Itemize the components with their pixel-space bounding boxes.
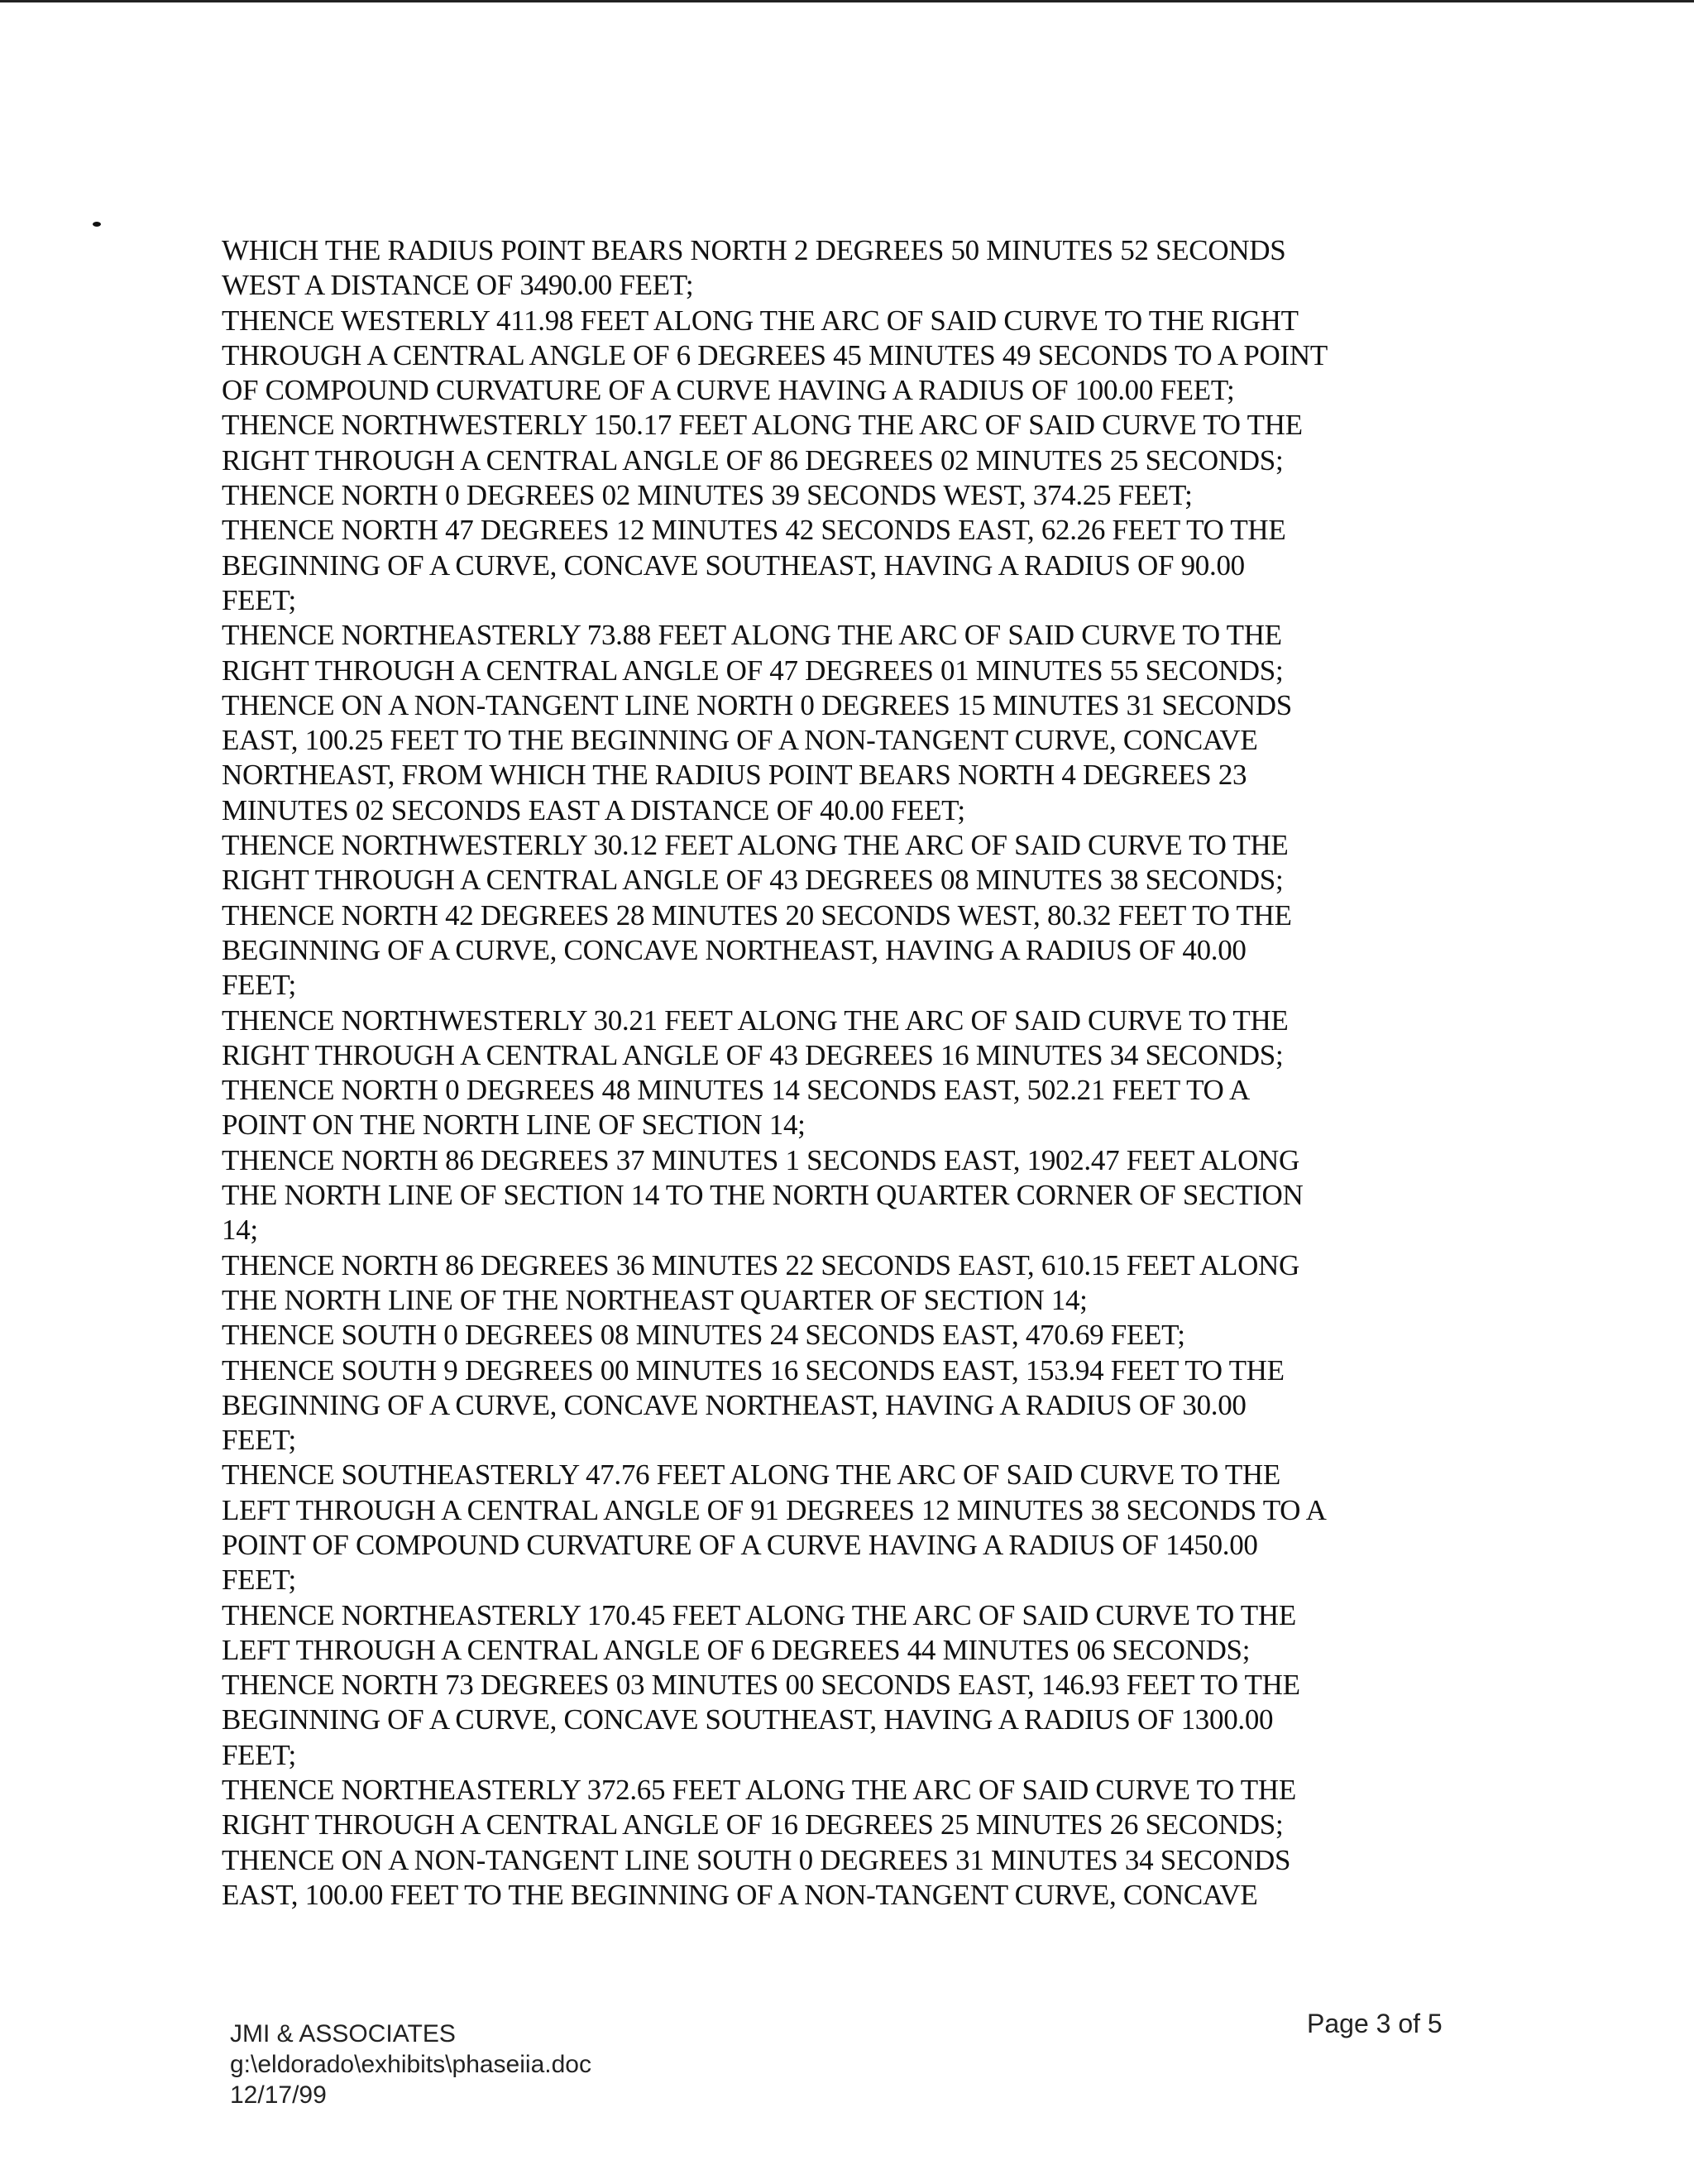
text-line: BEGINNING OF A CURVE, CONCAVE SOUTHEAST, HAVING A RADIUS OF 1300.00	[222, 1703, 1274, 1736]
text-line: BEGINNING OF A CURVE, CONCAVE SOUTHEAST, HAVING A RADIUS OF 90.00	[222, 548, 1245, 582]
text-line: THENCE NORTHWESTERLY 150.17 FEET ALONG THE ARC OF SAID CURVE TO THE	[222, 409, 1303, 442]
text-line: THENCE NORTH 73 DEGREES 03 MINUTES 00 SECONDS EAST, 146.93 FEET TO THE	[222, 1669, 1300, 1702]
text-line: THENCE NORTH 0 DEGREES 02 MINUTES 39 SECONDS WEST, 374.25 FEET;	[222, 479, 1193, 512]
text-line: LEFT THROUGH A CENTRAL ANGLE OF 6 DEGREES 44 MINUTES 06 SECONDS;	[222, 1633, 1251, 1666]
text-line: THENCE NORTHEASTERLY 73.88 FEET ALONG THE ARC OF SAID CURVE TO THE	[222, 619, 1282, 652]
text-line: RIGHT THROUGH A CENTRAL ANGLE OF 43 DEGREES 08 MINUTES 38 SECONDS;	[222, 864, 1284, 897]
text-line: RIGHT THROUGH A CENTRAL ANGLE OF 86 DEGREES 02 MINUTES 25 SECONDS;	[222, 443, 1284, 477]
text-line: RIGHT THROUGH A CENTRAL ANGLE OF 43 DEGREES 16 MINUTES 34 SECONDS;	[222, 1038, 1284, 1071]
scan-top-edge	[0, 0, 1694, 2]
text-line: EAST, 100.25 FEET TO THE BEGINNING OF A NON-TANGENT CURVE, CONCAVE	[222, 724, 1258, 757]
text-line: THENCE NORTH 42 DEGREES 28 MINUTES 20 SECONDS WEST, 80.32 FEET TO THE	[222, 898, 1292, 932]
text-line: FEET;	[222, 1738, 296, 1771]
text-line: THENCE SOUTHEASTERLY 47.76 FEET ALONG THE ARC OF SAID CURVE TO THE	[222, 1458, 1280, 1492]
text-line: THE NORTH LINE OF THE NORTHEAST QUARTER OF SECTION 14;	[222, 1283, 1088, 1316]
text-line: THENCE SOUTH 9 DEGREES 00 MINUTES 16 SECONDS EAST, 153.94 FEET TO THE	[222, 1353, 1285, 1387]
text-line: WHICH THE RADIUS POINT BEARS NORTH 2 DEGREES 50 MINUTES 52 SECONDS	[222, 234, 1286, 266]
text-line: MINUTES 02 SECONDS EAST A DISTANCE OF 40.00 FEET;	[222, 793, 965, 826]
text-line: THENCE NORTH 0 DEGREES 48 MINUTES 14 SECONDS EAST, 502.21 FEET TO A	[222, 1074, 1251, 1107]
text-line: LEFT THROUGH A CENTRAL ANGLE OF 91 DEGREES 12 MINUTES 38 SECONDS TO A	[222, 1493, 1327, 1526]
text-line: FEET;	[222, 1564, 296, 1597]
text-line: THENCE NORTHWESTERLY 30.21 FEET ALONG THE ARC OF SAID CURVE TO THE	[222, 1003, 1289, 1037]
text-line: RIGHT THROUGH A CENTRAL ANGLE OF 47 DEGREES 01 MINUTES 55 SECONDS;	[222, 654, 1284, 687]
text-line: 14;	[222, 1214, 258, 1247]
text-line: THE NORTH LINE OF SECTION 14 TO THE NORTH QUARTER CORNER OF SECTION	[222, 1179, 1304, 1212]
page-number: Page 3 of 5	[1307, 2009, 1443, 2038]
company-name: JMI & ASSOCIATES	[230, 2020, 456, 2048]
text-line: EAST, 100.00 FEET TO THE BEGINNING OF A NON-TANGENT CURVE, CONCAVE	[222, 1878, 1258, 1911]
file-path: g:\eldorado\exhibits\phaseiia.doc	[230, 2051, 591, 2078]
text-line: FEET;	[222, 969, 296, 1002]
text-line: POINT ON THE NORTH LINE OF SECTION 14;	[222, 1109, 806, 1142]
text-line: FEET;	[222, 583, 296, 616]
text-line: BEGINNING OF A CURVE, CONCAVE NORTHEAST, HAVING A RADIUS OF 30.00	[222, 1388, 1247, 1421]
text-line: THENCE NORTHEASTERLY 372.65 FEET ALONG THE ARC OF SAID CURVE TO THE	[222, 1774, 1296, 1807]
text-line: THENCE NORTH 86 DEGREES 37 MINUTES 1 SECONDS EAST, 1902.47 FEET ALONG	[222, 1143, 1299, 1176]
text-line: POINT OF COMPOUND CURVATURE OF A CURVE HAVING A RADIUS OF 1450.00	[222, 1528, 1258, 1561]
text-line: OF COMPOUND CURVATURE OF A CURVE HAVING A RADIUS OF 100.00 FEET;	[222, 374, 1235, 407]
text-line: WEST A DISTANCE OF 3490.00 FEET;	[222, 269, 694, 302]
text-line: FEET;	[222, 1424, 296, 1457]
scan-speck	[93, 222, 101, 227]
document-date: 12/17/99	[230, 2081, 327, 2109]
text-line: THENCE SOUTH 0 DEGREES 08 MINUTES 24 SECONDS EAST, 470.69 FEET;	[222, 1319, 1185, 1352]
footer-info	[230, 2019, 591, 2110]
text-line: NORTHEAST, FROM WHICH THE RADIUS POINT BEARS NORTH 4 DEGREES 23	[222, 759, 1247, 792]
text-line: THENCE NORTHWESTERLY 30.12 FEET ALONG THE ARC OF SAID CURVE TO THE	[222, 829, 1289, 862]
text-line: THENCE NORTH 47 DEGREES 12 MINUTES 42 SECONDS EAST, 62.26 FEET TO THE	[222, 514, 1286, 547]
text-line: THENCE ON A NON-TANGENT LINE SOUTH 0 DEGREES 31 MINUTES 34 SECONDS	[222, 1843, 1291, 1876]
text-line: THENCE ON A NON-TANGENT LINE NORTH 0 DEGREES 15 MINUTES 31 SECONDS	[222, 688, 1292, 721]
legal-description-body	[222, 233, 1462, 1913]
text-line: THENCE WESTERLY 411.98 FEET ALONG THE ARC OF SAID CURVE TO THE RIGHT	[222, 304, 1299, 337]
text-line: THENCE NORTH 86 DEGREES 36 MINUTES 22 SECONDS EAST, 610.15 FEET ALONG	[222, 1248, 1299, 1281]
text-line: BEGINNING OF A CURVE, CONCAVE NORTHEAST, HAVING A RADIUS OF 40.00	[222, 933, 1247, 966]
text-line: RIGHT THROUGH A CENTRAL ANGLE OF 16 DEGREES 25 MINUTES 26 SECONDS;	[222, 1808, 1284, 1842]
text-line: THROUGH A CENTRAL ANGLE OF 6 DEGREES 45 MINUTES 49 SECONDS TO A POINT	[222, 338, 1328, 371]
text-line: THENCE NORTHEASTERLY 170.45 FEET ALONG THE ARC OF SAID CURVE TO THE	[222, 1598, 1296, 1631]
